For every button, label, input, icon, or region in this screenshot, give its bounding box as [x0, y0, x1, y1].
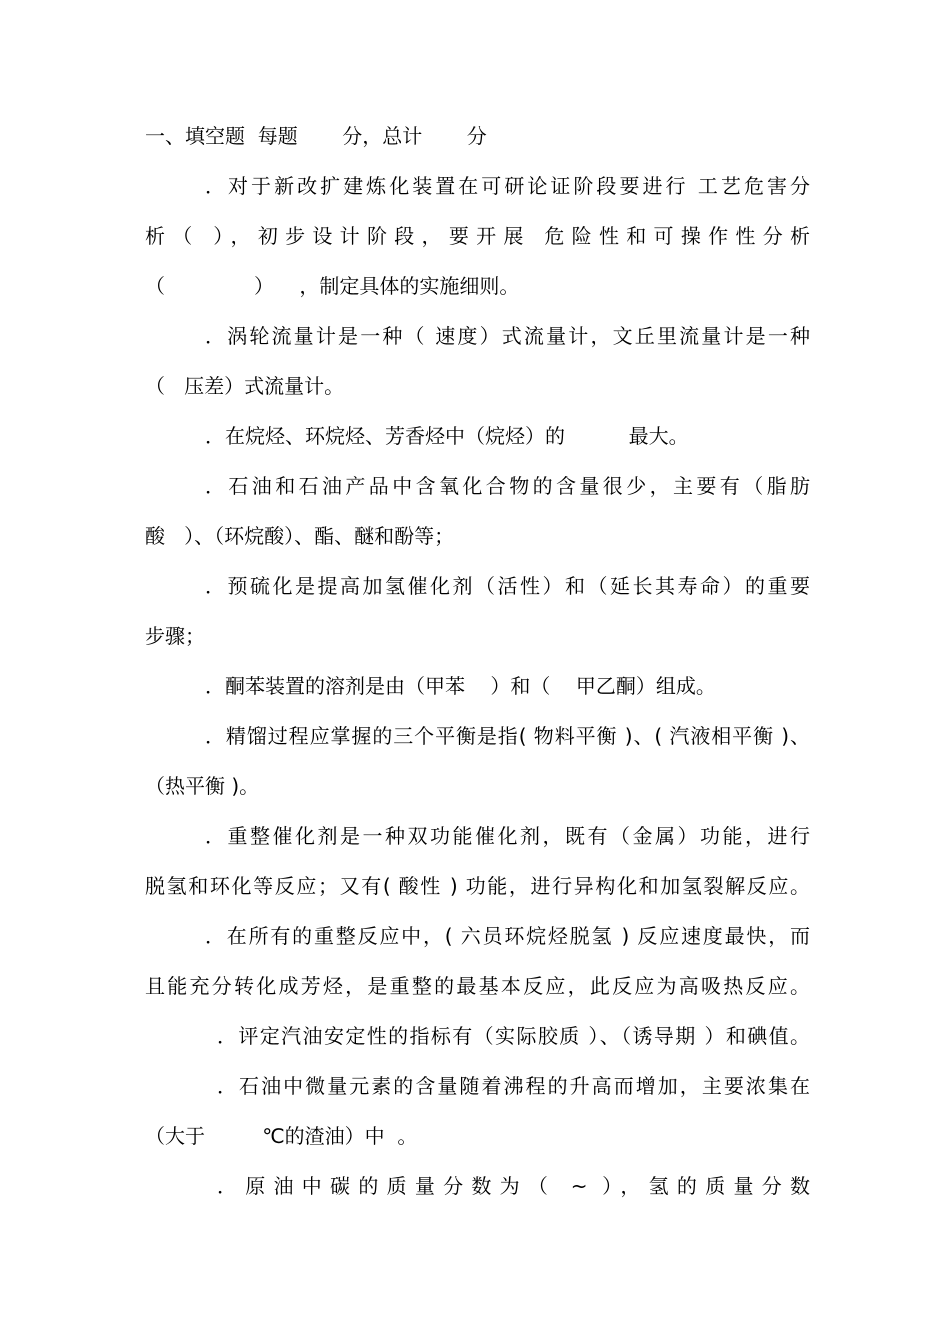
question-8-line-2: 脱氢和环化等反应；又有( 酸性 ) 功能，进行异构化和加氢裂解反应。 [145, 874, 810, 898]
question-3-line-1: ．在烷烃、环烷烃、芳香烃中（烷烃）的 最大。 [205, 424, 689, 448]
question-4-line-1: ．石油和石油产品中含氧化合物的含量很少，主要有（脂肪 [205, 474, 810, 498]
question-12-line-1: ．原油中碳的质量分数为（ ~ ），氢的质量分数 [217, 1174, 810, 1198]
question-9-line-1: ．在所有的重整反应中，( 六员环烷烃脱氢 ) 反应速度最快，而 [205, 924, 810, 948]
question-11-line-2: （大于 ℃的渣油）中 。 [145, 1124, 418, 1148]
question-2-line-1: ．涡轮流量计是一种（ 速度）式流量计，文丘里流量计是一种 [205, 324, 810, 348]
question-4-line-2: 酸 ）、（环烷酸）、酯、醚和酚等； [145, 524, 455, 548]
question-1-line-3: （ ） ，制定具体的实施细则。 [145, 274, 520, 298]
question-7-line-2: （热平衡 )。 [145, 774, 260, 798]
question-5-line-2: 步骤； [145, 624, 205, 648]
question-10-line-1: ．评定汽油安定性的指标有（实际胶质 ）、（诱导期 ）和碘值。 [217, 1024, 810, 1048]
question-1-line-2: 析（ ），初步设计阶段，要开展 危险性和可操作性分析 [145, 224, 810, 248]
question-9-line-2: 且能充分转化成芳烃，是重整的最基本反应，此反应为高吸热反应。 [145, 974, 810, 998]
question-6-line-1: ．酮苯装置的溶剂是由（甲苯 ）和（ 甲乙酮）组成。 [205, 674, 716, 698]
question-2-line-2: （ 压差）式流量计。 [145, 374, 345, 398]
question-5-line-1: ．预硫化是提高加氢催化剂（活性）和（延长其寿命）的重要 [205, 574, 810, 598]
question-8-line-1: ．重整催化剂是一种双功能催化剂，既有（金属）功能，进行 [205, 824, 810, 848]
question-11-line-1: ．石油中微量元素的含量随着沸程的升高而增加，主要浓集在 [217, 1074, 810, 1098]
section-heading: 一、填空题 每题 分，总计 分 [145, 124, 487, 148]
question-7-line-1: ．精馏过程应掌握的三个平衡是指( 物料平衡 )、( 汽液相平衡 )、 [205, 724, 810, 748]
question-1-line-1: ．对于新改扩建炼化装置在可研论证阶段要进行 工艺危害分 [205, 174, 810, 198]
